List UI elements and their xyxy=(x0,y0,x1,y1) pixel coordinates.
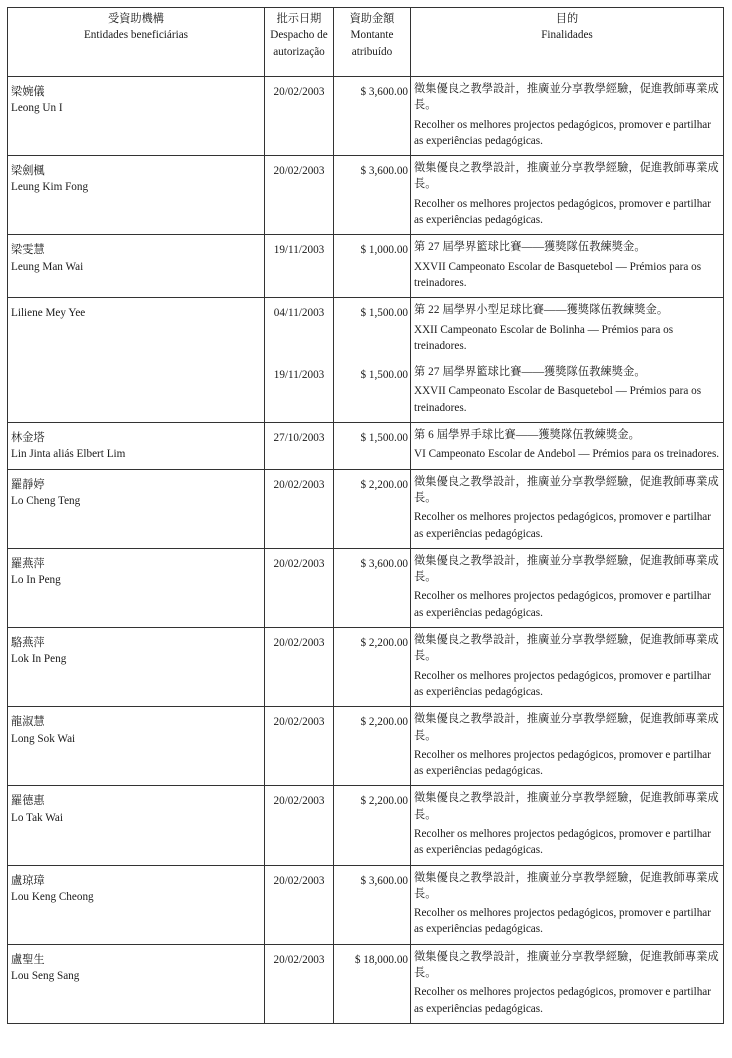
purpose-pt: Recolher os melhores projectos pedagógicos, promover e partilhar as experiências pedagógicas. xyxy=(414,986,711,1015)
entity-name-zh: 梁雯慧 xyxy=(11,244,45,257)
header-amount xyxy=(334,8,411,77)
purpose-pt: XXVII Campeonato Escolar de Basquetebol — Prémios para os treinadores. xyxy=(414,385,702,414)
date-cell: 20/02/2003 xyxy=(265,628,334,707)
purpose-zh: 徵集優良之教學設計，推廣並分享教學經驗，促進教師專業成長。 xyxy=(414,713,719,742)
entity-name: Lo In Peng xyxy=(11,574,61,587)
entity-name: Lo Cheng Teng xyxy=(11,494,81,507)
date-cell: 20/02/2003 xyxy=(265,77,334,156)
entity-name: Lou Keng Cheong xyxy=(11,890,94,903)
date-cell: 19/11/2003 xyxy=(265,360,334,422)
purpose-pt: VI Campeonato Escolar de Andebol — Prémios para os treinadores. xyxy=(414,448,720,461)
purpose-cell xyxy=(411,786,724,865)
header-date-pt2: autorização xyxy=(273,45,325,58)
subsidy-table xyxy=(7,7,724,1024)
amount-cell: $ 1,500.00 xyxy=(334,423,411,470)
purpose-zh: 徵集優良之教學設計，推廣並分享教學經驗，促進教師專業成長。 xyxy=(414,950,719,980)
header-amount-zh: 資助金額 xyxy=(349,13,395,25)
entity-name: Liliene Mey Yee xyxy=(11,307,86,320)
entity-name-zh: 羅靜婷 xyxy=(11,478,45,491)
purpose-zh: 徵集優良之教學設計，推廣並分享教學經驗，促進教師專業成長。 xyxy=(414,475,719,504)
purpose-pt: Recolher os melhores projectos pedagógicos, promover e partilhar as experiências pedagógicas. xyxy=(414,197,711,227)
date-cell: 20/02/2003 xyxy=(265,707,334,786)
entity-cell xyxy=(8,548,265,627)
purpose-zh: 第 27 屆學界籃球比賽——獲獎隊伍教練獎金。 xyxy=(414,366,646,379)
purpose-cell xyxy=(411,469,724,548)
header-date-pt1: Despacho de xyxy=(270,29,328,42)
entity-cell xyxy=(8,865,265,944)
purpose-zh: 徵集優良之教學設計，推廣並分享教學經驗，促進教師專業成長。 xyxy=(414,162,719,191)
table-row xyxy=(8,469,724,548)
purpose-pt: XXVII Campeonato Escolar de Basquetebol — Prémios para os treinadores. xyxy=(414,260,702,289)
amount-cell: $ 2,200.00 xyxy=(334,628,411,707)
purpose-pt: Recolher os melhores projectos pedagógicos, promover e partilhar as experiências pedagógicas. xyxy=(414,748,711,778)
date-cell: 20/02/2003 xyxy=(265,469,334,548)
amount-cell: $ 3,600.00 xyxy=(334,865,411,944)
purpose-cell xyxy=(411,865,724,944)
purpose-pt: Recolher os melhores projectos pedagógicos, promover e partilhar as experiências pedagógicas. xyxy=(414,511,711,540)
purpose-zh: 徵集優良之教學設計，推廣並分享教學經驗，促進教師專業成長。 xyxy=(414,554,719,584)
table-row xyxy=(8,944,724,1023)
amount-cell: $ 3,600.00 xyxy=(334,548,411,627)
entity-cell xyxy=(8,298,265,423)
purpose-cell xyxy=(411,944,724,1023)
entity-name: Lin Jinta aliás Elbert Lim xyxy=(11,448,126,461)
entity-name: Leung Kim Fong xyxy=(11,181,89,194)
date-cell: 20/02/2003 xyxy=(265,548,334,627)
entity-cell xyxy=(8,944,265,1023)
date-cell: 20/02/2003 xyxy=(265,156,334,235)
table-row xyxy=(8,235,724,298)
purpose-pt: Recolher os melhores projectos pedagógicos, promover e partilhar as experiências pedagógicas. xyxy=(414,590,711,619)
date-cell: 27/10/2003 xyxy=(265,423,334,470)
entity-cell xyxy=(8,235,265,298)
table-row xyxy=(8,423,724,470)
entity-name-zh: 羅燕萍 xyxy=(11,557,45,570)
entity-name: Long Sok Wai xyxy=(11,732,76,745)
entity-name: Leung Man Wai xyxy=(11,260,84,273)
table-row xyxy=(8,786,724,865)
header-amount-pt1: Montante xyxy=(350,29,394,42)
date-cell: 19/11/2003 xyxy=(265,235,334,298)
amount-cell: $ 2,200.00 xyxy=(334,786,411,865)
purpose-cell xyxy=(411,235,724,298)
entity-cell xyxy=(8,77,265,156)
header-entity-pt: Entidades beneficiárias xyxy=(83,29,189,42)
amount-cell: $ 1,000.00 xyxy=(334,235,411,298)
entity-cell xyxy=(8,156,265,235)
entity-name-zh: 盧聖生 xyxy=(11,953,45,966)
entity-name-zh: 林金塔 xyxy=(11,432,45,445)
header-entity-zh: 受資助機構 xyxy=(108,13,164,25)
entity-cell xyxy=(8,707,265,786)
purpose-cell xyxy=(411,156,724,235)
purpose-cell xyxy=(411,707,724,786)
purpose-cell xyxy=(411,548,724,627)
entity-name-zh: 羅德惠 xyxy=(11,795,45,808)
table-body xyxy=(8,77,724,1024)
amount-cell: $ 1,500.00 xyxy=(334,298,411,360)
entity-cell xyxy=(8,628,265,707)
amount-cell: $ 2,200.00 xyxy=(334,707,411,786)
purpose-pt: XXII Campeonato Escolar de Bolinha — Prémios para os treinadores. xyxy=(414,323,674,352)
amount-cell: $ 18,000.00 xyxy=(334,944,411,1023)
purpose-zh: 徵集優良之教學設計，推廣並分享教學經驗，促進教師專業成長。 xyxy=(414,792,719,821)
purpose-zh: 第 6 屆學界手球比賽——獲獎隊伍教練獎金。 xyxy=(414,429,640,442)
header-date xyxy=(265,8,334,77)
table-row xyxy=(8,865,724,944)
purpose-cell xyxy=(411,360,724,422)
purpose-zh: 徵集優良之教學設計，推廣並分享教學經驗，促進教師專業成長。 xyxy=(414,83,719,112)
date-cell: 20/02/2003 xyxy=(265,865,334,944)
entity-cell xyxy=(8,423,265,470)
header-row xyxy=(8,8,724,77)
entity-cell xyxy=(8,786,265,865)
entity-name: Lok In Peng xyxy=(11,653,67,666)
header-purpose-pt: Finalidades xyxy=(541,29,593,42)
header-entity xyxy=(8,8,265,77)
entity-name: Lou Seng Sang xyxy=(11,970,80,983)
purpose-pt: Recolher os melhores projectos pedagógicos, promover e partilhar as experiências pedagógicas. xyxy=(414,118,711,147)
table-row xyxy=(8,77,724,156)
entity-name-zh: 盧琼璋 xyxy=(11,874,45,887)
entity-name: Lo Tak Wai xyxy=(11,811,63,824)
header-purpose xyxy=(411,8,724,77)
entity-cell xyxy=(8,469,265,548)
date-cell: 20/02/2003 xyxy=(265,944,334,1023)
date-cell: 04/11/2003 xyxy=(265,298,334,360)
entity-name-zh: 梁劍楓 xyxy=(11,165,45,178)
header-date-zh: 批示日期 xyxy=(276,13,322,25)
purpose-pt: Recolher os melhores projectos pedagógicos, promover e partilhar as experiências pedagógicas. xyxy=(414,669,711,698)
table-row xyxy=(8,707,724,786)
purpose-cell xyxy=(411,298,724,360)
purpose-zh: 第 27 屆學界籃球比賽——獲獎隊伍教練獎金。 xyxy=(414,241,646,254)
table-row xyxy=(8,548,724,627)
date-cell: 20/02/2003 xyxy=(265,786,334,865)
table-row xyxy=(8,298,724,360)
header-purpose-zh: 目的 xyxy=(555,13,579,25)
entity-name: Leong Un I xyxy=(11,102,63,115)
table-row xyxy=(8,628,724,707)
amount-cell: $ 3,600.00 xyxy=(334,156,411,235)
purpose-cell xyxy=(411,423,724,470)
purpose-cell xyxy=(411,77,724,156)
amount-cell: $ 3,600.00 xyxy=(334,77,411,156)
purpose-zh: 徵集優良之教學設計，推廣並分享教學經驗，促進教師專業成長。 xyxy=(414,871,719,900)
amount-cell: $ 2,200.00 xyxy=(334,469,411,548)
entity-name-zh: 梁婉儀 xyxy=(11,86,45,98)
amount-cell: $ 1,500.00 xyxy=(334,360,411,422)
table-row xyxy=(8,156,724,235)
entity-name-zh: 駱燕萍 xyxy=(11,637,45,650)
purpose-cell xyxy=(411,628,724,707)
entity-name-zh: 龍淑慧 xyxy=(11,716,45,729)
purpose-pt: Recolher os melhores projectos pedagógicos, promover e partilhar as experiências pedagógicas. xyxy=(414,827,711,857)
purpose-pt: Recolher os melhores projectos pedagógicos, promover e partilhar as experiências pedagógicas. xyxy=(414,907,711,936)
purpose-zh: 第 22 屆學界小型足球比賽——獲獎隊伍教練獎金。 xyxy=(414,304,669,317)
purpose-zh: 徵集優良之教學設計，推廣並分享教學經驗，促進教師專業成長。 xyxy=(414,634,719,663)
header-amount-pt2: atribuído xyxy=(351,45,393,58)
